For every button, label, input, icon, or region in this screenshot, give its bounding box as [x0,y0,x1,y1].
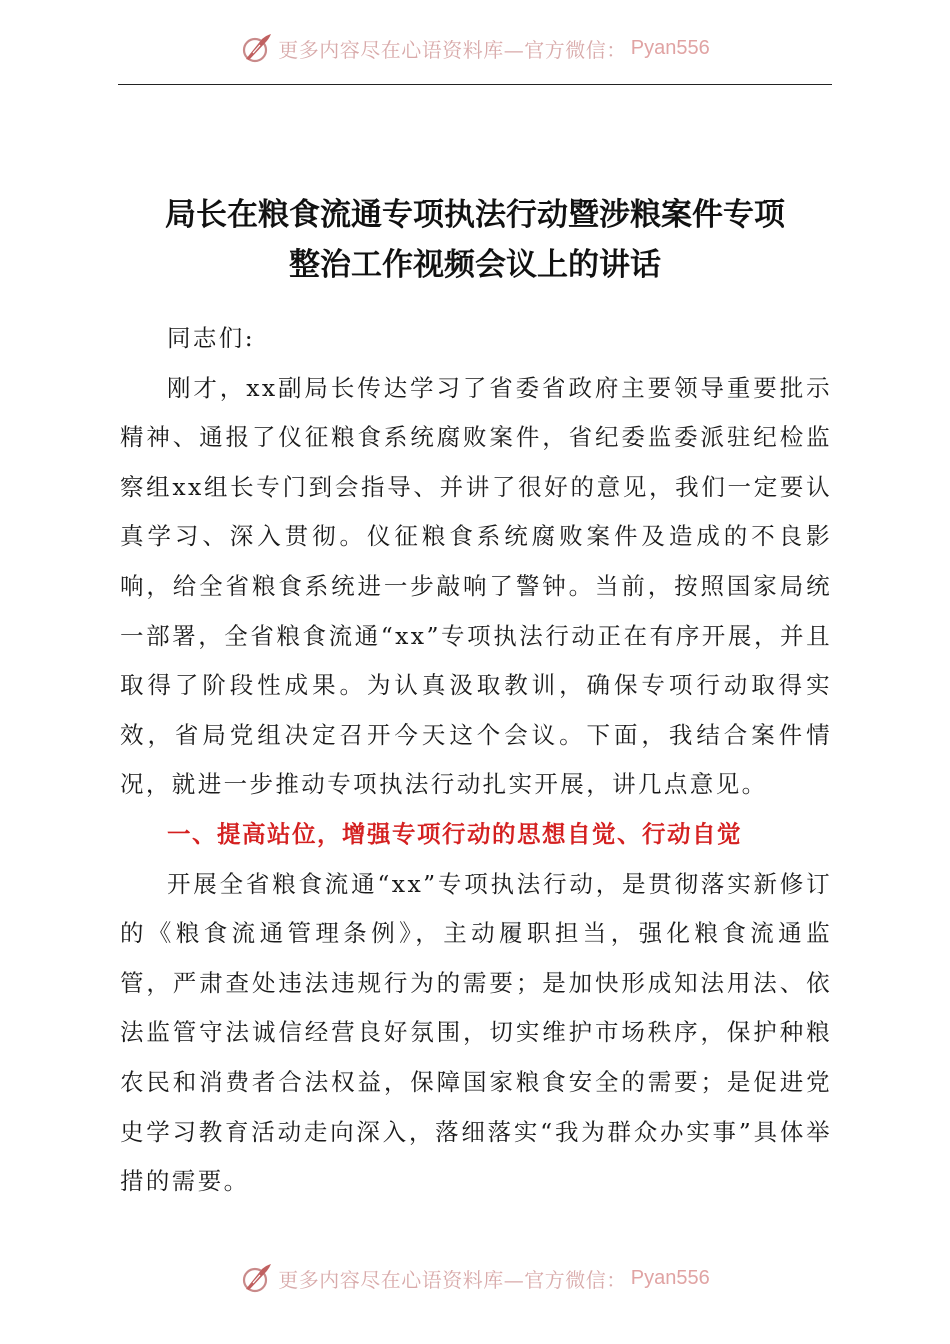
footer-wechat-id: Pyan556 [630,1266,710,1289]
section-heading: 一、提高站位，增强专项行动的思想自觉、行动自觉 [167,819,742,848]
quill-logo-icon [240,31,274,65]
header-banner-text: 更多内容尽在心语资料库—官方微信： [278,37,627,62]
document-body [120,314,832,1207]
title-line-1: 局长在粮食流通专项执法行动暨涉粮案件专项 [165,197,785,233]
quill-logo-icon [240,1261,274,1295]
header-wechat-id: Pyan556 [630,36,710,59]
footer-banner [0,1258,950,1298]
header-banner [0,28,950,68]
title-line-2: 整治工作视频会议上的讲话 [289,247,661,283]
footer-banner-text: 更多内容尽在心语资料库—官方微信： [278,1267,627,1292]
body-paragraph: 开展全省粮食流通“xx”专项执法行动，是贯彻落实新修订的《粮食流通管理条例》，主动履职担当，强化粮食流通监管，严肃查处违法违规行为的需要；是加快形成知法用法、依法监管守法诚信经营良好氛围，切实维护市场秩序，保护种粮农民和消费者合法权益，保障国家粮食安全的需要；是促进党史学习教育活动走向深入，落细落实“我为群众办实事”具体举措的需要。 [120,869,832,1196]
salutation: 同志们: [167,324,256,352]
header-divider [118,84,832,85]
document-title [100,190,850,290]
body-paragraph: 刚才，xx副局长传达学习了省委省政府主要领导重要批示精神、通报了仪征粮食系统腐败案件，省纪委监委派驻纪检监察组xx组长专门到会指导、并讲了很好的意见，我们一定要认真学习、深入贯彻。仪征粮食系统腐败案件及造成的不良影响，给全省粮食系统进一步敲响了警钟。当前，按照国家局统一部署，全省粮食流通“xx”专项执法行动正在有序开展，并且取得了阶段性成果。为认真汲取教训，确保专项行动取得实效，省局党组决定召开今天这个会议。下面，我结合案件情况，就进一步推动专项执法行动扎实开展，讲几点意见。 [120,373,832,799]
